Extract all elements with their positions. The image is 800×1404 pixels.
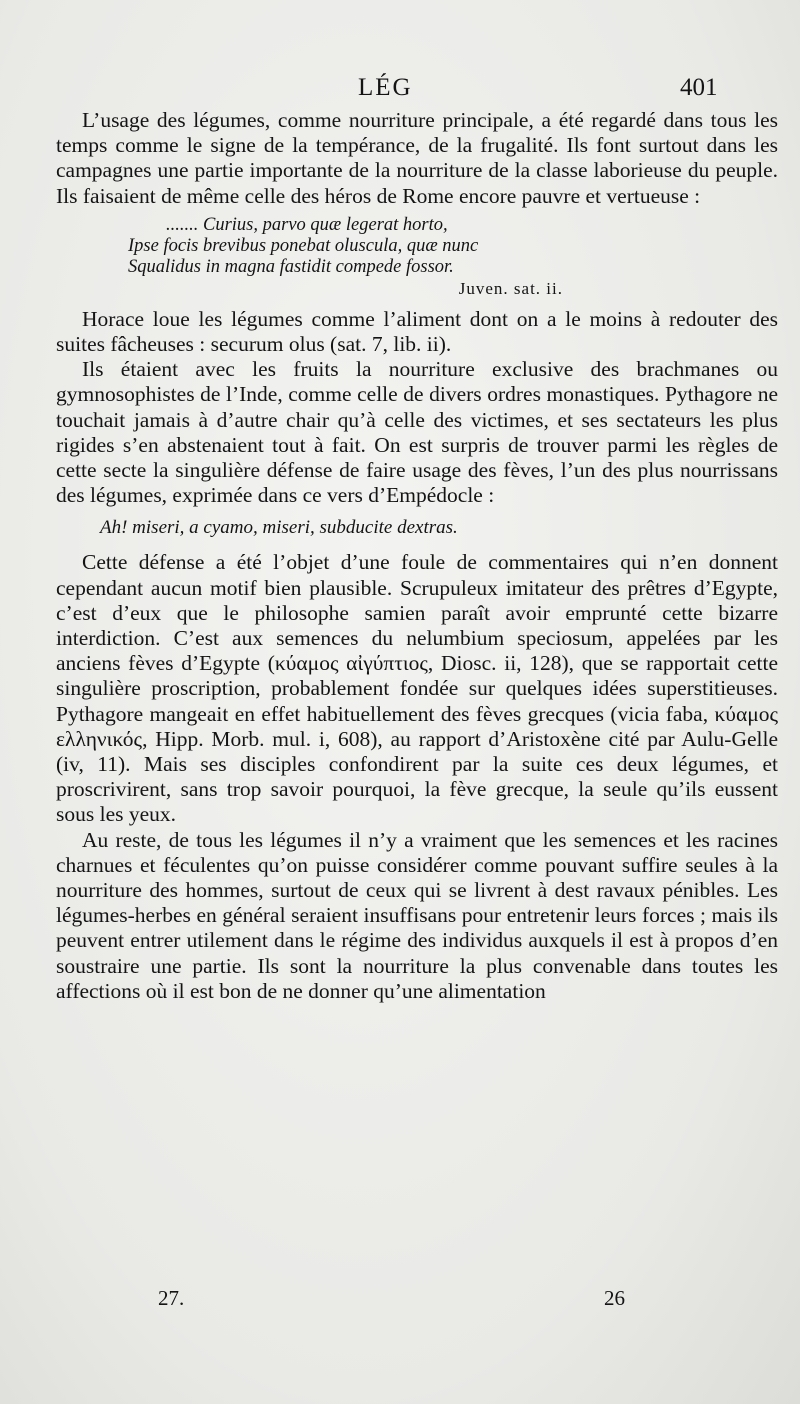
empedocles-verse: Ah! miseri, a cyamo, miseri, subducite dextras. [100, 517, 458, 539]
signature-mark: 27. [158, 1286, 185, 1310]
paragraph-defense: Cette défense a été l’objet d’une foule de commentaires qui n’en donnent cependant aucun motif bien plausible. Scrupuleux imitateur des prêtres d’Egypte, c’est d’eux que le philosophe samien paraît avoir emprunté cette bizarre interdiction. C’est aux semences du nelumbium speciosum, appelées par les anciens fèves d’Egypte (κύαμος αἰγύπτιος, Diosc. ii, 128), que se rapportait cette singulière proscription, probablement fondée sur quelques idées superstitieuses. Pythagore mangeait en effet habituellement des fèves grecques (vicia faba, κύαμος ελληνικός, Hipp. Morb. mul. i, 608), au rapport d’Aristoxène cité par Aulu-Gelle (iv, 11). Mais ses disciples confondirent par la suite ces deux légumes, et proscrivirent, sans trop savoir pourquoi, la fève grecque, la seule qu’ils eussent sous les yeux. [56, 550, 778, 827]
paragraph-au-reste: Au reste, de tous les légumes il n’y a vraiment que les semences et les racines charnues et féculentes qu’on puisse considérer comme pouvant suffire seules à la nourriture des hommes, surtout de ceux qui se livrent à dest ravaux pénibles. Les légumes-herbes en général seraient insuffisans pour entretenir leurs forces ; mais ils peuvent entrer utilement dans le régime des individus auxquels il est à propos d’en soustraire une partie. Ils sont la nourriture la plus convenable dans toutes les affections où il est bon de ne donner qu’une alimentation [56, 827, 778, 1003]
paragraph-brachmanes: Ils étaient avec les fruits la nourriture exclusive des brachmanes ou gymnosophistes de l’Inde, comme celle de divers ordres monastiques. Pythagore ne touchait jamais à d’autre chair qu’à celle des victimes, et ses sectateurs les plus rigides s’en abstenaient tout à fait. On est surpris de trouver parmi les règles de cette secte la singulière défense de faire usage des fèves, l’un des plus nourrissans des légumes, exprimée dans ce vers d’Empédocle : [56, 357, 778, 508]
verse-line: ....... Curius, parvo quæ legerat horto, [166, 214, 448, 235]
body-text [56, 108, 778, 1004]
verse-source: Juven. sat. ii. [458, 278, 563, 298]
running-head: LÉG [358, 74, 413, 101]
verse-line: Squalidus in magna fastidit compede fossor. [128, 256, 454, 277]
page-number: 401 [680, 74, 718, 101]
juvenal-quotation [56, 215, 778, 299]
page-footer [0, 1286, 800, 1316]
paragraph-horace: Horace loue les légumes comme l’aliment dont on a le moins à redouter des suites fâcheuses : securum olus (sat. 7, lib. ii). [56, 306, 778, 357]
paragraph-usage-legumes: L’usage des légumes, comme nourriture principale, a été regardé dans tous les temps comme le signe de la tempérance, de la frugalité. Ils font surtout dans les campagnes une partie importante de la nourriture de la classe laborieuse du peuple. Ils faisaient de même celle des héros de Rome encore pauvre et vertueuse : [56, 108, 778, 208]
page-header [0, 74, 800, 108]
folio-number: 26 [604, 1286, 625, 1310]
verse-line: Ipse focis brevibus ponebat oluscula, quæ nunc [128, 235, 479, 256]
